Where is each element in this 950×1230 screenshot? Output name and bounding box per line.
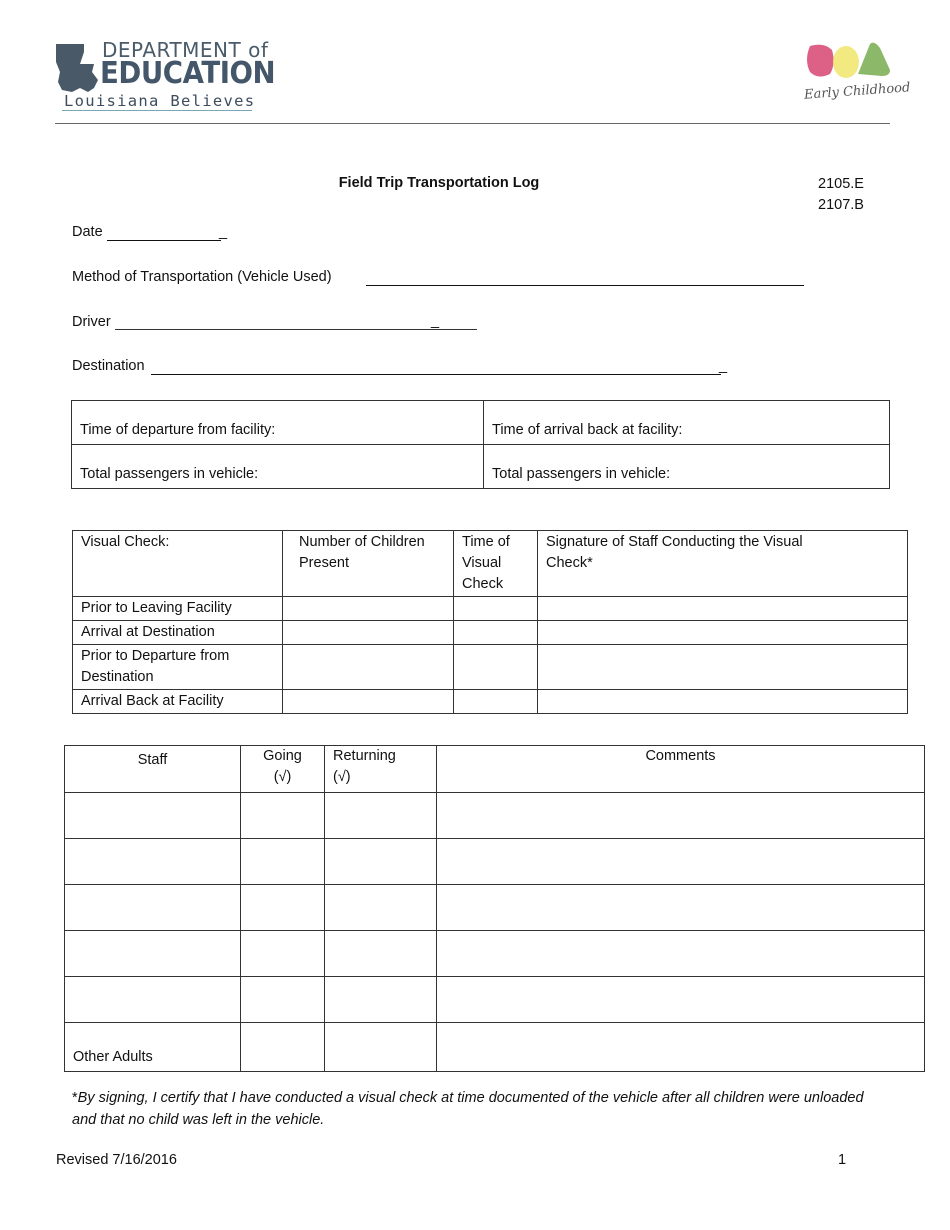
footnote-asterisk: * <box>72 1090 78 1106</box>
driver-label: Driver <box>72 314 111 330</box>
comments-cell[interactable] <box>437 839 925 885</box>
going-header <box>241 746 325 793</box>
returning-cell[interactable] <box>325 839 437 885</box>
other-adults-label[interactable]: Other Adults <box>65 1023 241 1072</box>
arrival-time-cell[interactable]: Time of arrival back at facility: <box>484 401 890 445</box>
staff-header: Staff <box>65 746 241 793</box>
row-label: Prior to Leaving Facility <box>73 597 283 621</box>
early-childhood-logo <box>800 40 911 116</box>
passengers-departure-cell[interactable]: Total passengers in vehicle: <box>72 445 484 489</box>
visual-check-table <box>72 530 908 714</box>
visual-check-header: Visual Check: <box>73 531 283 597</box>
signature-cell[interactable] <box>538 690 908 714</box>
staff-table <box>64 745 925 1072</box>
form-code-1: 2105.E <box>818 176 864 192</box>
comments-cell[interactable] <box>437 931 925 977</box>
check-time-cell[interactable] <box>454 645 538 690</box>
going-cell[interactable] <box>241 839 325 885</box>
going-cell[interactable] <box>241 1023 325 1072</box>
department-of-education-logo <box>54 38 276 116</box>
table-row <box>65 1023 925 1072</box>
logo-tagline: Louisiana Believes <box>64 92 256 110</box>
certification-footnote <box>72 1087 872 1131</box>
driver-field-line[interactable] <box>115 329 477 330</box>
table-row <box>65 885 925 931</box>
staff-name-cell[interactable] <box>65 793 241 839</box>
logo-dept-text: DEPARTMENT of <box>102 38 269 62</box>
returning-header-label: Returning <box>333 748 396 764</box>
header-divider <box>55 123 890 124</box>
driver-trailing-mark: _ <box>431 313 440 329</box>
children-count-cell[interactable] <box>283 597 454 621</box>
going-header-label: Going <box>263 748 302 764</box>
comments-header: Comments <box>437 746 925 793</box>
method-field-line[interactable] <box>366 285 804 286</box>
going-cell[interactable] <box>241 931 325 977</box>
staff-name-cell[interactable] <box>65 839 241 885</box>
comments-cell[interactable] <box>437 1023 925 1072</box>
comments-cell[interactable] <box>437 793 925 839</box>
date-trailing-mark: _ <box>219 224 228 240</box>
logo-education-text: EDUCATION <box>100 56 276 91</box>
returning-header <box>325 746 437 793</box>
returning-check-symbol: (√) <box>333 769 351 785</box>
footnote-text: By signing, I certify that I have conducted a visual check at time documented of the vehicle after all children were unloaded and that no child was left in the vehicle. <box>72 1090 864 1128</box>
revision-date: Revised 7/16/2016 <box>56 1152 177 1168</box>
children-present-header: Number of Children Present <box>283 531 454 597</box>
row-label: Arrival at Destination <box>73 621 283 645</box>
returning-cell[interactable] <box>325 1023 437 1072</box>
returning-cell[interactable] <box>325 931 437 977</box>
returning-cell[interactable] <box>325 885 437 931</box>
staff-name-cell[interactable] <box>65 885 241 931</box>
date-field-line[interactable] <box>107 240 221 241</box>
destination-label: Destination <box>72 358 145 374</box>
returning-cell[interactable] <box>325 977 437 1023</box>
page-number: 1 <box>838 1152 847 1168</box>
going-check-symbol: (√) <box>273 769 292 785</box>
destination-trailing-mark: _ <box>719 358 728 374</box>
check-time-cell[interactable] <box>454 621 538 645</box>
logo-underline <box>62 110 252 111</box>
signature-cell[interactable] <box>538 645 908 690</box>
passengers-arrival-cell[interactable]: Total passengers in vehicle: <box>484 445 890 489</box>
table-row <box>65 931 925 977</box>
visual-check-time-header: Time of Visual Check <box>454 531 538 597</box>
comments-cell[interactable] <box>437 885 925 931</box>
document-title: Field Trip Transportation Log <box>338 175 540 191</box>
form-code-2: 2107.B <box>818 197 864 213</box>
early-childhood-text: Early Childhood <box>803 80 911 103</box>
trip-times-table <box>71 400 890 489</box>
comments-cell[interactable] <box>437 977 925 1023</box>
row-label: Arrival Back at Facility <box>73 690 283 714</box>
staff-name-cell[interactable] <box>65 977 241 1023</box>
table-row <box>65 977 925 1023</box>
early-childhood-shapes-icon <box>800 40 896 84</box>
departure-time-cell[interactable]: Time of departure from facility: <box>72 401 484 445</box>
staff-name-cell[interactable] <box>65 931 241 977</box>
date-label: Date <box>72 224 103 240</box>
table-row <box>65 839 925 885</box>
method-label: Method of Transportation (Vehicle Used) <box>72 269 332 285</box>
check-time-cell[interactable] <box>454 690 538 714</box>
going-cell[interactable] <box>241 793 325 839</box>
signature-header: Signature of Staff Conducting the Visual Check* <box>538 531 908 597</box>
signature-cell[interactable] <box>538 597 908 621</box>
destination-field-line[interactable] <box>151 374 721 375</box>
check-time-cell[interactable] <box>454 597 538 621</box>
row-label: Prior to Departure from Destination <box>73 645 283 690</box>
children-count-cell[interactable] <box>283 645 454 690</box>
table-row <box>65 793 925 839</box>
children-count-cell[interactable] <box>283 621 454 645</box>
children-count-cell[interactable] <box>283 690 454 714</box>
going-cell[interactable] <box>241 977 325 1023</box>
returning-cell[interactable] <box>325 793 437 839</box>
going-cell[interactable] <box>241 885 325 931</box>
signature-cell[interactable] <box>538 621 908 645</box>
